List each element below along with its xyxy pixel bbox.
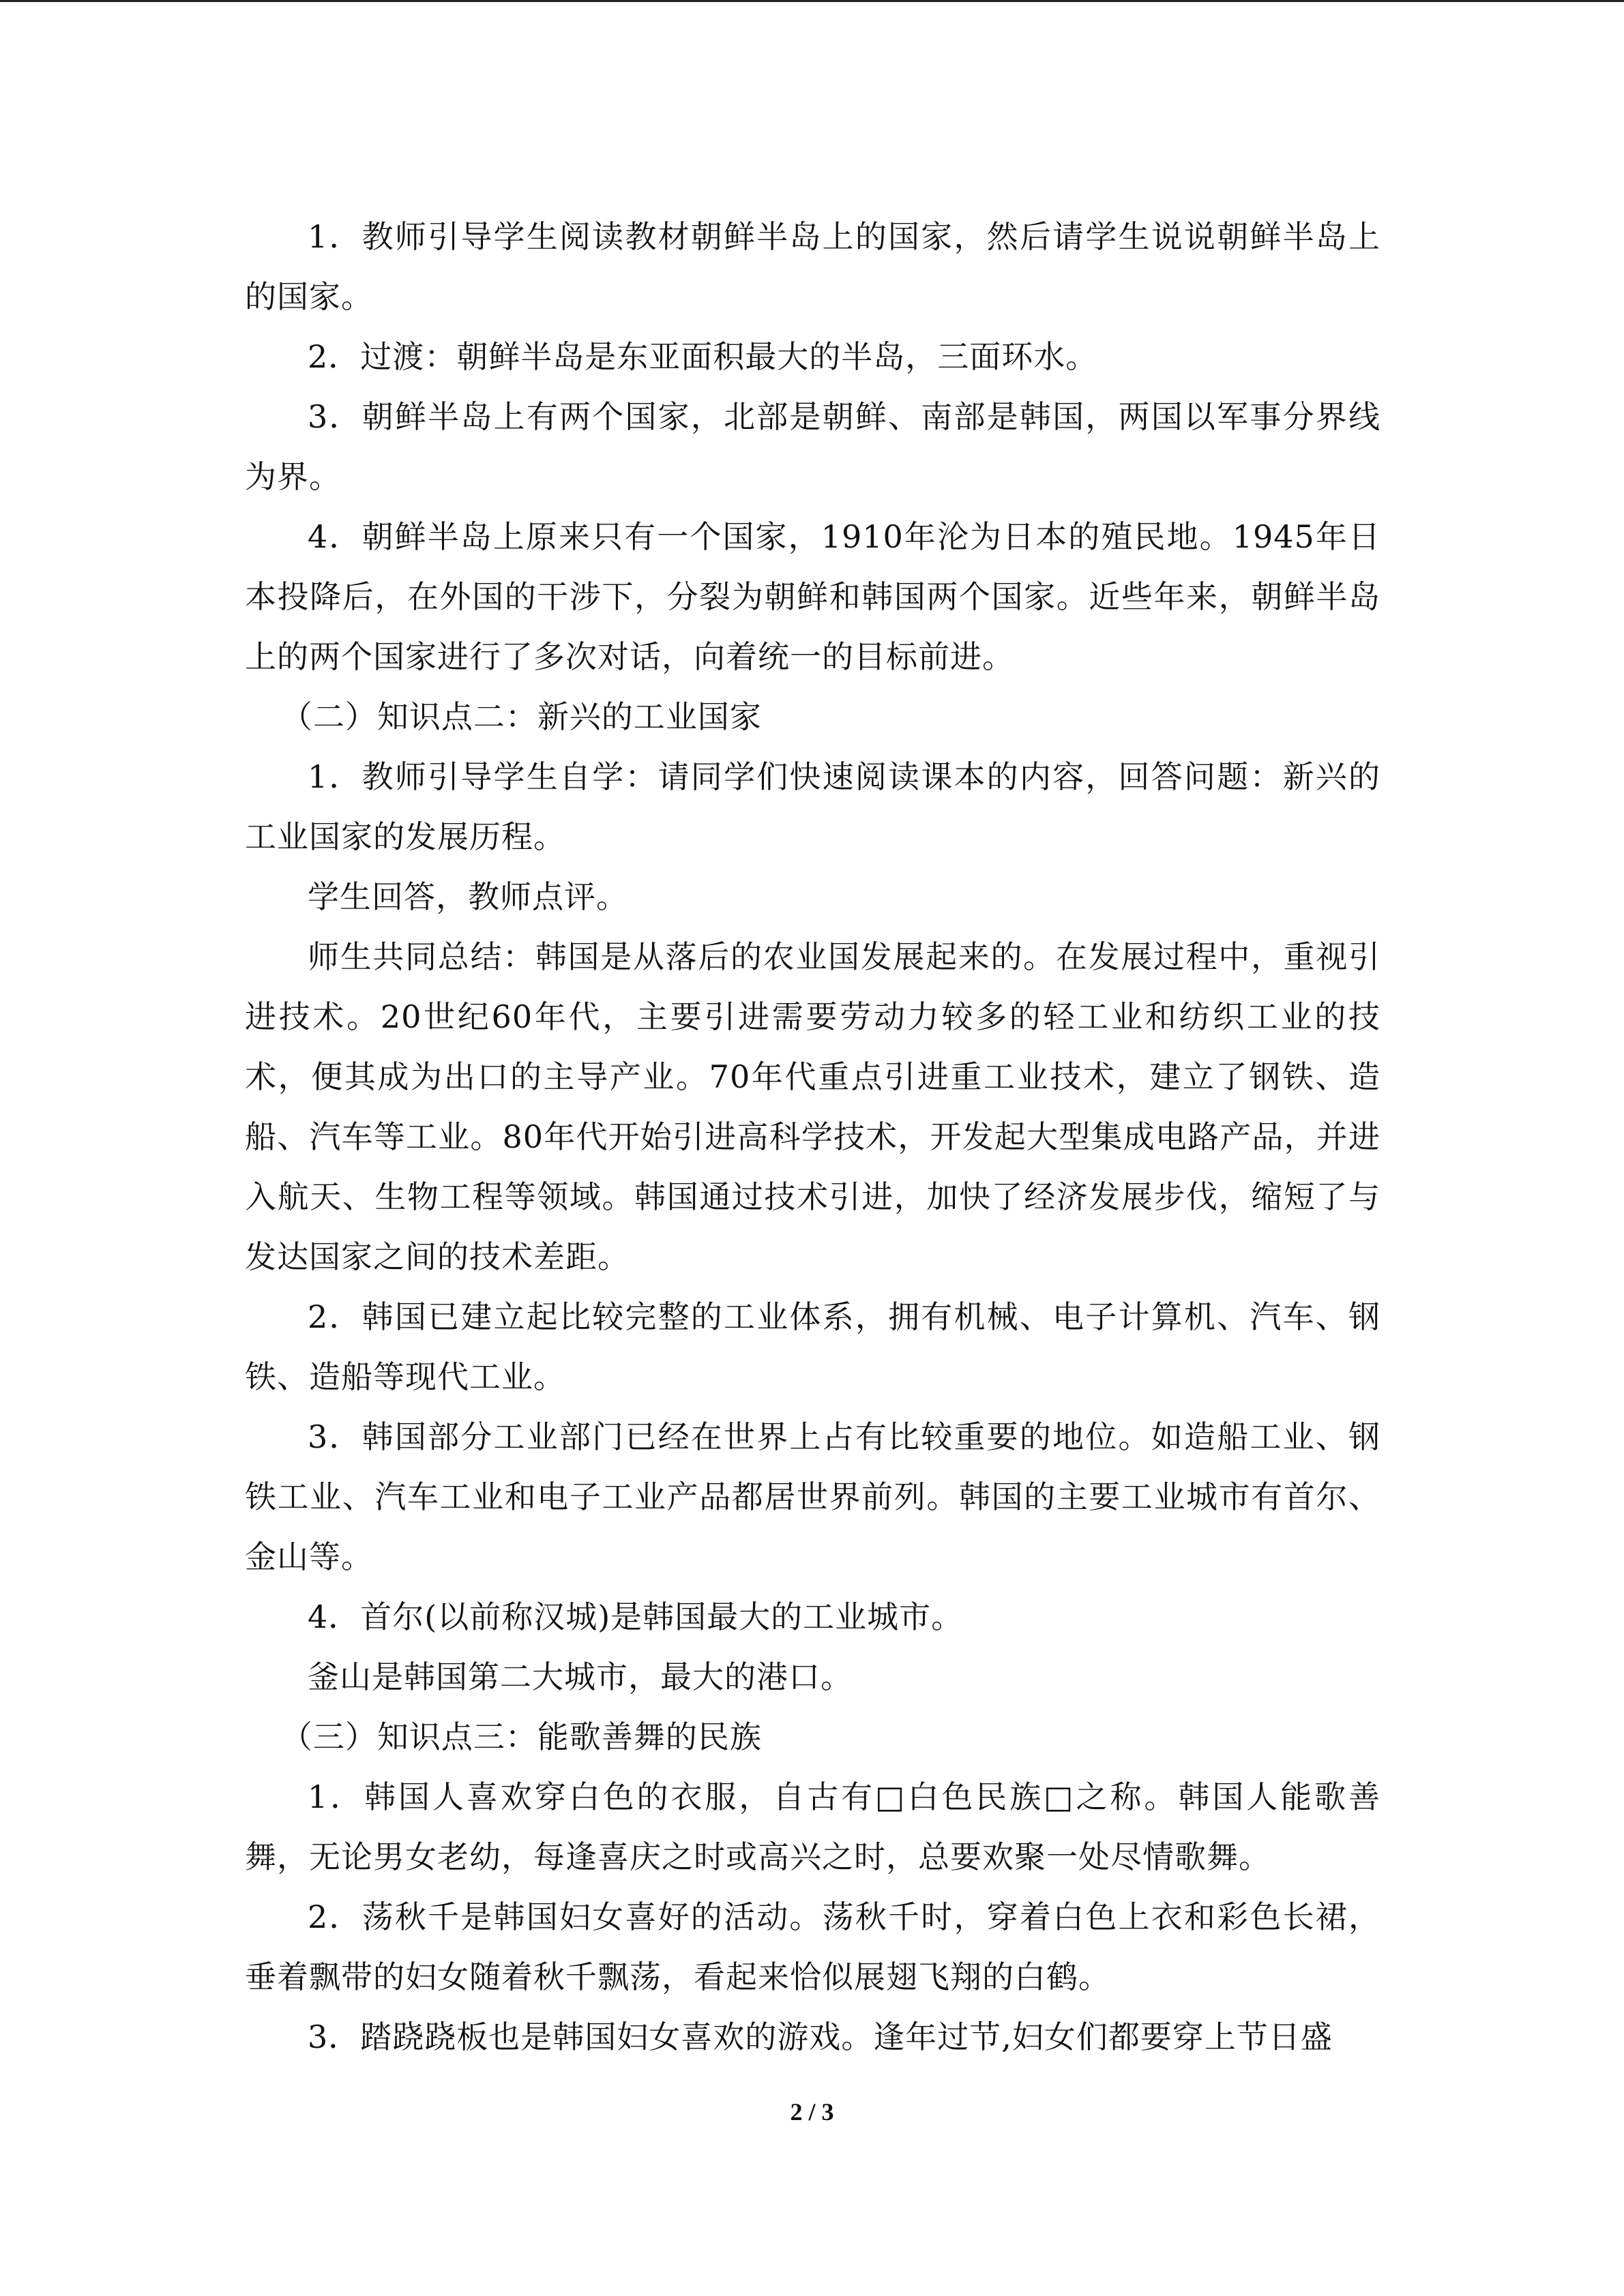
paragraph-korean-peninsula-reading: 1．教师引导学生阅读教材朝鲜半岛上的国家，然后请学生说说朝鲜半岛上的国家。 — [245, 218, 1381, 315]
page-top-border — [0, 0, 1624, 2]
paragraph-summary-industry: 师生共同总结：韩国是从落后的农业国发展起来的。在发展过程中，重视引进技术。20世纪60年代，主要引进需要劳动力较多的轻工业和纺织工业的技术，便其成为出口的主导产业。70年代重点引进重工业技术，建立了钢铁、造船、汽车等工业。80年代开始引进高科学技术，开发起大型集成电路产品，并进入航天、生物工程等领域。韩国通过技术引进，加快了经济发展步伐，缩短了与发达国家之间的技术差距。 — [245, 938, 1381, 1275]
paragraph-swing: 2．荡秋千是韩国妇女喜好的活动。荡秋千时，穿着白色上衣和彩色长裙，垂着飘带的妇女随着秋千飘荡，看起来恰似展翅飞翔的白鹤。 — [245, 1898, 1381, 1995]
paragraph-two-countries: 3．朝鲜半岛上有两个国家，北部是朝鲜、南部是韩国，两国以军事分界线为界。 — [245, 398, 1381, 495]
paragraph-peninsula-transition: 2．过渡：朝鲜半岛是东亚面积最大的半岛，三面环水。 — [308, 338, 1098, 375]
paragraph-white-clothing: 1．韩国人喜欢穿白色的衣服，自古有□白色民族□之称。韩国人能歌善舞，无论男女老幼，每逢喜庆之时或高兴之时，总要欢聚一处尽情歌舞。 — [245, 1778, 1381, 1875]
paragraph-seoul: 4．首尔(以前称汉城)是韩国最大的工业城市。 — [308, 1598, 964, 1635]
paragraph-student-answer: 学生回答，教师点评。 — [308, 878, 628, 915]
page-number: 2 / 3 — [790, 2098, 834, 2126]
paragraph-industrial-system: 2．韩国已建立起比较完整的工业体系，拥有机械、电子计算机、汽车、钢铁、造船等现代工业。 — [245, 1298, 1381, 1395]
paragraph-peninsula-history: 4．朝鲜半岛上原来只有一个国家，1910年沦为日本的殖民地。1945年日本投降后，在外国的干涉下，分裂为朝鲜和韩国两个国家。近些年来，朝鲜半岛上的两个国家进行了多次对话，向着统一的目标前进。 — [245, 518, 1381, 675]
section-heading-emerging-industrial-country: （二）知识点二：新兴的工业国家 — [280, 698, 762, 735]
paragraph-industrial-status: 3．韩国部分工业部门已经在世界上占有比较重要的地位。如造船工业、钢铁工业、汽车工业和电子工业产品都居世界前列。韩国的主要工业城市有首尔、金山等。 — [245, 1418, 1381, 1575]
paragraph-self-study-guide: 1．教师引导学生自学：请同学们快速阅读课本的内容，回答问题：新兴的工业国家的发展历程。 — [245, 758, 1381, 855]
section-heading-singing-dancing-nation: （三）知识点三：能歌善舞的民族 — [280, 1718, 762, 1755]
document-body — [245, 207, 1381, 2067]
paragraph-seesaw: 3．踏跷跷板也是韩国妇女喜欢的游戏。逢年过节,妇女们都要穿上节日盛 — [308, 2018, 1333, 2055]
paragraph-busan: 釜山是韩国第二大城市，最大的港口。 — [308, 1658, 853, 1695]
